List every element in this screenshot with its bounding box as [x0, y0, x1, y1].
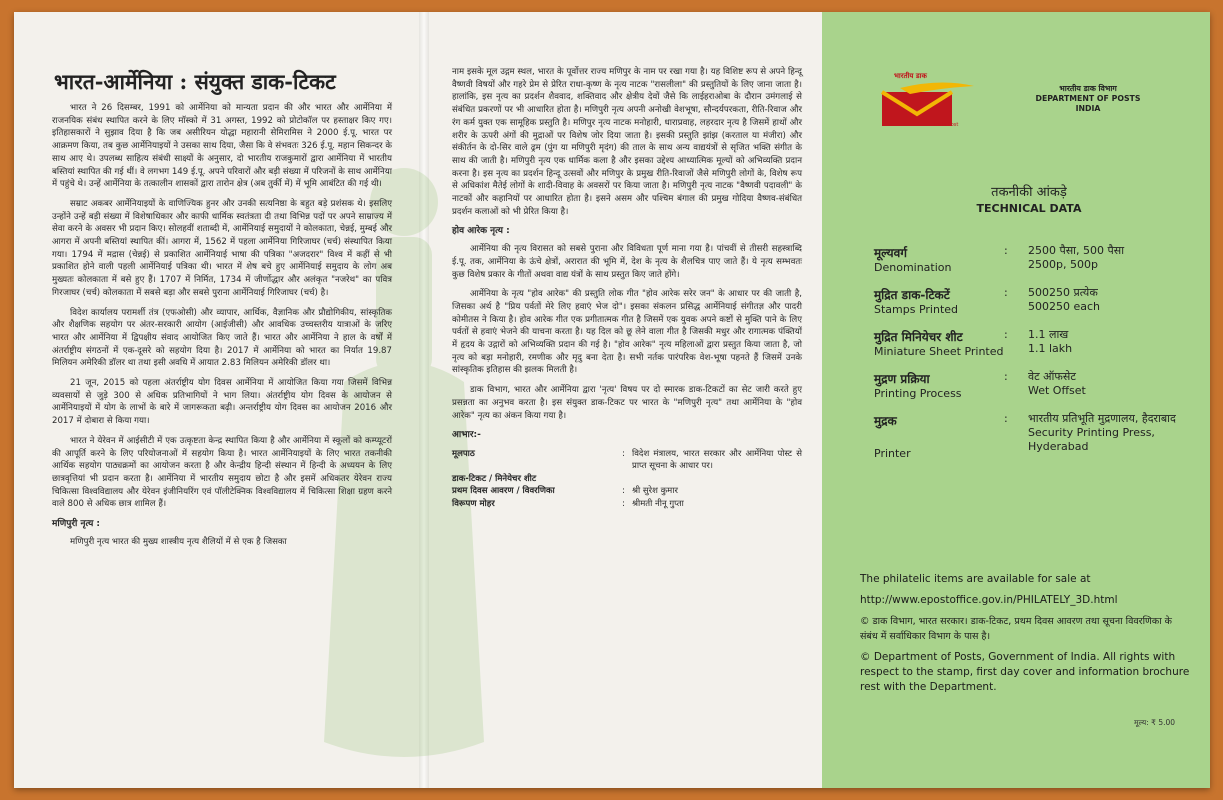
data-row-printer [874, 412, 1194, 460]
row-value-hindi: वेट ऑफसेट [1028, 370, 1076, 383]
body-paragraph: आर्मेनिया के नृत्य "होव आरेक" की प्रस्तुति लोक गीत "होव आरेक सरेर जन" के आधार पर की जाती है, जिसका अर्थ है "प्रिय पर्वतों मेरे लिए हवाएं भेज दो"। इसका संकलन प्रसिद्ध आर्मेनियाई संगीतज्ञ और पादरी कोमीतस ने किया है। होव आरेक गीत एक प्रगीतात्मक गीत है जिसमें एक युवक अपने कष्टों से मुक्ति पाने के लिए पर्वतों से हवाएं भेजने की याचना करता है। यह दिल को छू लेने वाला गीत है जिसकी मधुर और रागात्मक पंक्तियों में हृदय के उद्गारों को अभिव्यक्ति प्रदान की गई है। "होव आरेक" नृत्य महिलाओं द्वारा प्रस्तुत किया जाता है, जो नृत्य को बड़ा मनोहारी, रमणीक और मृदु बना देता है। सभी नर्तक पारंपरिक वेश-भूषा पहनते हैं जिसमें उनके सांस्कृतिक इतिहास की झलक मिलती है। [452, 289, 802, 376]
section-heading-hov-arek: होव आरेक नृत्य : [452, 226, 510, 237]
india-post-logo-text: भारतीय डाक [894, 72, 927, 80]
technical-data-english: TECHNICAL DATA [976, 202, 1082, 215]
row-label-hindi: मूल्यवर्ग [874, 246, 908, 260]
data-row-printing-process [874, 370, 1194, 400]
row-label-english: Printing Process [874, 387, 962, 400]
body-paragraph: 21 जून, 2015 को पहला अंतर्राष्ट्रीय योग दिवस आर्मेनिया में आयोजित किया गया जिसमें विभिन्न व्यवसायों से जुड़े 300 से अधिक प्रतिभागियों ने भाग लिया। अंतर्राष्ट्रीय योग दिवस के आयोजन से आर्मेनियाइयों में योग के लाभों के बारे में जागरूकता बढ़ी। अन्तर्राष्ट्रीय योग दिवस का आयोजन 2016 और 2017 में दोबारा से किया गया। [52, 378, 392, 427]
brochure-sheet [14, 12, 1210, 788]
row-value-english: Security Printing Press, Hyderabad [1028, 426, 1155, 453]
section-heading-manipuri: मणिपुरी नृत्य : [52, 519, 101, 530]
row-label-english: Stamps Printed [874, 303, 959, 316]
colon: : [1004, 286, 1008, 299]
data-row-miniature-sheet [874, 328, 1194, 358]
body-paragraph: नाम इसके मूल उद्गम स्थल, भारत के पूर्वोत्तर राज्य मणिपुर के नाम पर रखा गया है। यह विशिष्ट रूप से अपने हिन्दू वैष्णवी विषयों और गहरे प्रेम से प्रेरित राधा-कृष्ण के नृत्य नाटक "रासलीला" की प्रस्तुतियों के लिए जाना जाता है। हालांकि, इस नृत्य का प्रदर्शन शैववाद, शक्तिवाद और क्षेत्रीय देवों जैसे कि लाईहराओबा के दौरान उमंगलाई से संबंधित प्रकरणों पर भी आधारित होता है। मणिपुरी नृत्य अपनी अनोखी वेशभूषा, सौन्दर्यपरकता, रीति-रिवाज और रंग कर्म युक्त एक सामूहिक प्रस्तुति है। मणिपुर नृत्य नाटक मनोहारी, धाराप्रवाह, लहरदार नृत्य है जिसमें हाथों और शरीर के ऊपरी अंगों की मुद्राओं पर विशेष जोर दिया जाता है। इसकी प्रस्तुति झांझ (करताल या मंजीरा) और संकीर्तन के दो-सिर वाले ढ्रम (पुंग या मणिपुरी मृदंग) की ताल के साथ अन्य वाद्ययंत्रों से सृजित भक्ति संगीत के साथ की जाती है। मणिपुरी नृत्य एक धार्मिक कला है और इसका उद्देश्य आध्यात्मिक मूल्यों को अभिव्यक्ति प्रदान करना है। इस नृत्य का प्रदर्शन हिन्दू उत्सवों और मणिपुर के प्रमुख रीति-रिवाजों जैसे मणिपुरी लोगों के, विशेष रूप से अधिकांश मैतेई लोगों के शादी-विवाह के अवसरों पर किया जाता है। मणिपुरी नृत्य नाटक "वैष्णवी पदावली" के नाटकों और कहानियों पर आधारित होता है। इसने असम और पश्चिम बंगाल की प्रमुख गोदिया वैष्णव-संबंधित प्रदर्शन कलाओं को भी प्रेरित किया है। [452, 67, 802, 217]
row-label-english: Denomination [874, 261, 952, 274]
row-value-english: 1.1 lakh [1028, 342, 1073, 355]
ack-value: श्रीमती नीनू गुप्ता [632, 498, 684, 509]
ack-label: विरूपण मोहर [452, 498, 495, 509]
department-english: DEPARTMENT OF POSTS [1035, 94, 1141, 103]
row-label-english: Printer [874, 447, 911, 460]
sale-text: The philatelic items are available for sale at [860, 573, 1091, 585]
row-label-hindi: मुद्रक [874, 414, 897, 428]
colon: : [622, 486, 625, 497]
colon: : [1004, 370, 1008, 383]
colon: : [1004, 328, 1008, 341]
ack-label: डाक-टिकट / मिनेयेचर शीट [452, 473, 537, 484]
ack-value: विदेश मंत्रालय, भारत सरकार और आर्मेनिया पोस्ट से प्राप्त सूचना के आधार पर। [632, 448, 802, 472]
row-label-english: Miniature Sheet Printed [874, 345, 1004, 358]
row-value-hindi: 2500 पैसा, 500 पैसा [1028, 244, 1125, 257]
ack-label: मूलपाठ [452, 448, 475, 459]
technical-data-heading [934, 182, 1124, 215]
data-row-denomination [874, 244, 1194, 274]
technical-data-hindi: तकनीकी आंकड़े [991, 185, 1067, 200]
row-value-english: 500250 each [1028, 300, 1101, 313]
body-paragraph: भारत ने येरेवन में आईसीटी में एक उत्कृष्टता केन्द्र स्थापित किया है और आर्मेनिया में स्कूलों को कम्प्यूटरों की आपूर्ति करने के लिए परियोजनाओं में सहयोग किया है। भारत आर्मेनियाइयों के लिए भारत तकनीकी आर्थिक सहयोग पाठ्यक्रमों का आयोजन करता है और केन्द्रीय हिन्दी संस्थान में हिन्दी के अध्ययन के लिए छात्रवृत्तियां भी प्रदान करता है। आर्मेनिया में भारतीय समुदाय छोटा है और इसमें अधिकतर येरेवन राज्य चिकित्सा विश्वविद्यालय और येरेवन इंजीनियरिंग एवं पॉलीटेक्निक विश्वविद्यालय में चिकित्सा शिक्षा ग्रहण करने वाले 800 से अधिक छात्र शामिल हैं। [52, 435, 392, 510]
row-value-hindi: भारतीय प्रतिभूति मुद्रणालय, हैदराबाद [1028, 412, 1176, 425]
body-paragraph: भारत ने 26 दिसम्बर, 1991 को आर्मेनिया को मान्यता प्रदान की और भारत और आर्मेनिया में राजनयिक संबंध स्थापित करने के लिए मॉस्को में 31 अगस्त, 1992 को प्रोटोकॉल पर हस्ताक्षर किए गए। इतिहासकारों ने सुझाव दिया है कि जब असीरियन योद्धा महारानी सेमिरामिस ने 2000 ई.पू. भारत पर आक्रमण किया, तब कुछ आर्मेनियाइयों ने उसका साथ दिया, जैसा कि वे संभवतः 326 ई.पू. महान सिकन्दर के साथ आए थे। उपलब्ध साहित्य संबंधी साक्ष्यों के अनुसार, दो भारतीय राजकुमारों द्वारा आर्मेनिया में भारतीय बस्तियां स्थापित की गई थीं। वे लगभग 149 ई.पू. अपने परिवारों और बड़ी संख्या में परिजनों के साथ आर्मेनिया में पहुंचे थे। उन्हें आर्मेनिया के तत्कालीन शासकों द्वारा तारोन क्षेत्र (अब तुर्की में) में भूमि आबंटित की गई थी। [52, 103, 392, 190]
page-title: भारत-आर्मेनिया : संयुक्त डाक-टिकट [54, 69, 336, 94]
india-post-logo-caption: India Post [934, 122, 959, 128]
ack-value [632, 473, 802, 486]
department-name [1034, 84, 1142, 114]
colon: : [1004, 244, 1008, 257]
body-paragraph: आर्मेनिया की नृत्य विरासत को सबसे पुराना और विविधता पूर्ण माना गया है। पांचवीं से तीसरी सहस्त्राब्दि ई.पू. तक, आर्मेनिया के ऊंचे क्षेत्रों, अरारात की भूमि में, देश के नृत्य के शैलचित्र पाए जाते हैं। ये नृत्य सम्भवतः कुछ विशेष प्रकार के गीतों अथवा वाद्य यंत्रों के साथ प्रस्तुत किए जाते होंगे। [452, 244, 802, 280]
department-country: INDIA [1075, 104, 1101, 113]
left-column [52, 102, 392, 556]
department-hindi: भारतीय डाक विभाग [1059, 84, 1117, 93]
row-value-hindi: 500250 प्रत्येक [1028, 286, 1098, 299]
middle-column [452, 66, 802, 510]
row-label-hindi: मुद्रित मिनियेचर शीट [874, 330, 963, 344]
row-value-english: Wet Offset [1028, 384, 1086, 397]
acknowledgement-heading: आभार:- [452, 430, 481, 441]
colon: : [622, 448, 625, 459]
price-label: मूल्य: ₹ 5.00 [1134, 718, 1176, 727]
ack-label: प्रथम दिवस आवरण / विवरणिका [452, 486, 555, 497]
sale-and-copyright-notes [860, 572, 1190, 701]
row-label-hindi: मुद्रित डाक-टिकटें [874, 288, 950, 302]
row-value-hindi: 1.1 लाख [1028, 328, 1069, 341]
colon: : [622, 498, 625, 509]
copyright-hindi: © डाक विभाग, भारत सरकार। डाक-टिकट, प्रथम दिवस आवरण तथा सूचना विवरणिका के संबंध में सर्वाधिकार विभाग के पास है। [860, 616, 1172, 642]
acknowledgement-list [452, 448, 802, 511]
body-paragraph: डाक विभाग, भारत और आर्मेनिया द्वारा 'नृत्य' विषय पर दो स्मारक डाक-टिकटों का सेट जारी करते हुए प्रसन्नता का अनुभव करता है। इस संयुक्त डाक-टिकट पर भारत के "मणिपुरी नृत्य" तथा आर्मेनिया के "होव आरेक" नृत्य का अंकन किया गया है। [452, 385, 802, 421]
body-paragraph: मणिपुरी नृत्य भारत की मुख्य शास्त्रीय नृत्य शैलियों में से एक है जिसका [70, 536, 287, 547]
row-value-english: 2500p, 500p [1028, 258, 1098, 271]
colon: : [1004, 412, 1008, 425]
body-paragraph: विदेश कार्यालय परामर्शी तंत्र (एफओसी) और व्यापार, आर्थिक, वैज्ञानिक और प्रौद्योगिकीय, सांस्कृतिक और शैक्षणिक सहयोग पर अंतर-सरकारी आयोग (आईजीसी) और आवधिक उच्चस्तरीय यात्राओं के जरिए भारत और आर्मेनिया में द्विपक्षीय संवाद आयोजित किए जाते हैं। भारत और आर्मेनिया ने हाल के वर्षों में अंतर्राष्ट्रीय संगठनों में एक-दूसरे को सहयोग दिया है। 2017 में आर्मेनिया को भारत का निर्यात 19.87 मिलियन अमेरिकी डॉलर था तथा इसी अवधि में आयात 2.83 मिलियन अमेरिकी डॉलर था। [52, 307, 392, 369]
body-paragraph: सम्राट अकबर आर्मेनियाइयों के वाणिज्यिक हुनर और उनकी सत्यनिष्ठा के बहुत बड़े प्रशंसक थे। इसलिए उन्होंने उन्हें बड़ी संख्या में विशेषाधिकार और काफी धार्मिक स्वतंत्रता दी तथा विभिन्न पदों पर अपने साम्राज्य में सेवा करने के अवसर भी प्रदान किए। सोलहवीं शताब्दी में, आर्मेनियाई समुदायों ने कोलकाता, चेन्नई, मुम्बई और आगरा में अपनी बस्तियां स्थापित कीं। आगरा में, 1562 में पहला आर्मेनिया गिरिजाघर (चर्च) संस्थापित किया गया। 1794 में मद्रास (चेन्नई) से प्रकाशित आर्मेनियाई भाषा की पत्रिका "अजदरार" विश्व में कहीं से भी प्रकाशित होने वाली पहली आर्मेनियाई पत्रिका थी। भारत में शेष बचे हुए आर्मेनियाई समुदाय के लोग अब मुख्यतः कोलकाता में बसे हुए हैं। 1707 में निर्मित, 1734 में जीर्णोद्धार और अलंकृत "नजरेथ" का पवित्र गिरजाघर (चर्च) कोलकाता में सबसे बड़ा और सबसे पुराना आर्मेनियाई गिरिजाघर (चर्च) है। [52, 198, 392, 298]
row-label-hindi: मुद्रण प्रक्रिया [874, 372, 930, 386]
india-post-logo-icon [880, 82, 976, 132]
copyright-english: © Department of Posts, Government of India. All rights with respect to the stamp, first day cover and information brochure rest with the Department. [860, 651, 1190, 693]
ack-value: श्री सुरेश कुमार [632, 486, 678, 497]
data-row-stamps-printed [874, 286, 1194, 316]
technical-data-table [874, 244, 1194, 472]
sale-url: http://www.epostoffice.gov.in/PHILATELY_3D.html [860, 594, 1118, 606]
